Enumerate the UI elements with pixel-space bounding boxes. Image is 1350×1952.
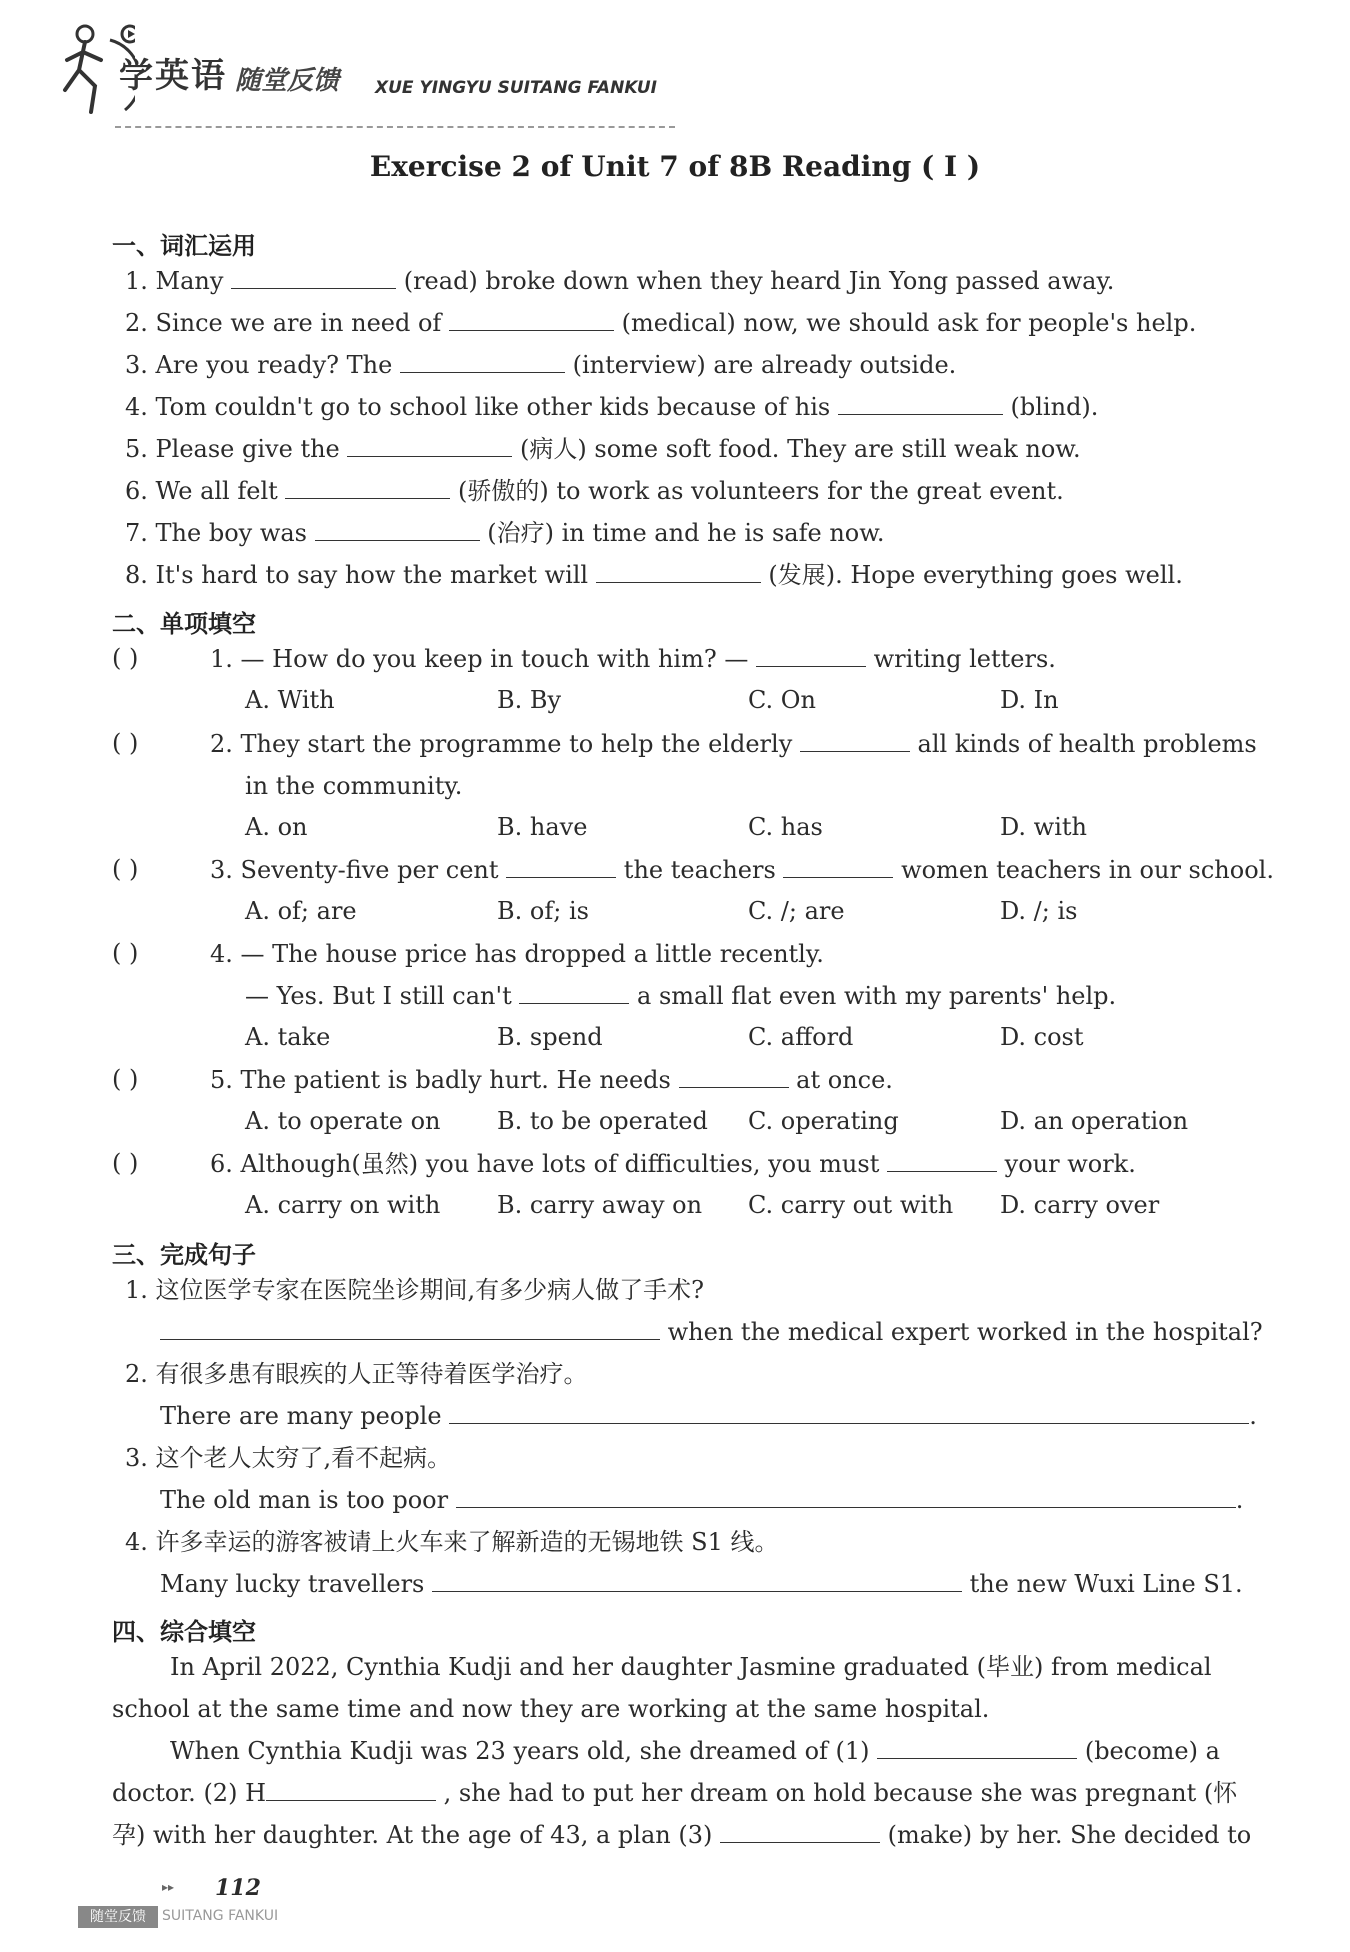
- mc-question: 2. They start the programme to help the elderly all kinds of health problems: [210, 730, 1257, 758]
- answer-paren[interactable]: ( ): [112, 729, 139, 757]
- vocab-item: 6. We all felt (骄傲的) to work as volunteers for the great event.: [125, 477, 1064, 505]
- vocab-item: 7. The boy was (治疗) in time and he is safe now.: [125, 519, 885, 547]
- option-b[interactable]: B. to be operated: [497, 1107, 708, 1135]
- vocab-item: 3. Are you ready? The (interview) are already outside.: [125, 351, 957, 379]
- option-b[interactable]: B. carry away on: [497, 1191, 703, 1219]
- answer-paren[interactable]: ( ): [112, 1065, 139, 1093]
- passage-line: In April 2022, Cynthia Kudji and her daughter Jasmine graduated (毕业) from medical: [170, 1653, 1212, 1681]
- option-a[interactable]: A. carry on with: [245, 1191, 441, 1219]
- option-a[interactable]: A. take: [245, 1023, 331, 1051]
- page-arrows-icon: ▸▸: [162, 1880, 175, 1894]
- translation-prompt: 3. 这个老人太穷了,看不起病。: [125, 1444, 452, 1472]
- vocab-item: 8. It's hard to say how the market will (发展). Hope everything goes well.: [125, 561, 1183, 589]
- translation-answer-line: Many lucky travellers the new Wuxi Line S1.: [160, 1570, 1243, 1598]
- option-c[interactable]: C. On: [748, 686, 816, 714]
- answer-blank[interactable]: [720, 1820, 880, 1843]
- vocab-item: 4. Tom couldn't go to school like other kids because of his (blind).: [125, 393, 1099, 421]
- answer-blank[interactable]: [160, 1317, 660, 1340]
- mc-question: 4. — The house price has dropped a little recently.: [210, 940, 824, 968]
- section-heading-vocabulary: 一、词汇运用: [112, 232, 256, 260]
- answer-blank: [679, 1065, 789, 1088]
- translation-prompt: 2. 有很多患有眼疾的人正等待着医学治疗。: [125, 1360, 588, 1388]
- option-d[interactable]: D. /; is: [1000, 897, 1078, 925]
- option-d[interactable]: D. an operation: [1000, 1107, 1189, 1135]
- translation-answer-line: The old man is too poor .: [160, 1486, 1244, 1514]
- answer-blank[interactable]: [456, 1485, 1236, 1508]
- answer-paren[interactable]: ( ): [112, 644, 139, 672]
- translation-prompt: 1. 这位医学专家在医院坐诊期间,有多少病人做了手术?: [125, 1276, 705, 1304]
- passage-line: 孕) with her daughter. At the age of 43, a plan (3) (make) by her. She decided to: [112, 1821, 1252, 1849]
- mc-question: 6. Although(虽然) you have lots of difficulties, you must your work.: [210, 1150, 1136, 1178]
- answer-blank[interactable]: [231, 266, 396, 289]
- vocab-item: 5. Please give the (病人) some soft food. They are still weak now.: [125, 435, 1081, 463]
- option-b[interactable]: B. of; is: [497, 897, 589, 925]
- passage-line: When Cynthia Kudji was 23 years old, she dreamed of (1) (become) a: [170, 1737, 1220, 1765]
- option-a[interactable]: A. With: [245, 686, 335, 714]
- vocab-item: 2. Since we are in need of (medical) now, we should ask for people's help.: [125, 309, 1197, 337]
- option-d[interactable]: D. carry over: [1000, 1191, 1160, 1219]
- answer-blank[interactable]: [432, 1569, 962, 1592]
- option-b[interactable]: B. By: [497, 686, 562, 714]
- option-b[interactable]: B. have: [497, 813, 588, 841]
- passage-line: school at the same time and now they are working at the same hospital.: [112, 1695, 990, 1723]
- option-d[interactable]: D. In: [1000, 686, 1059, 714]
- answer-blank[interactable]: [285, 476, 450, 499]
- answer-blank[interactable]: [449, 1401, 1249, 1424]
- answer-blank: [756, 644, 866, 667]
- option-c[interactable]: C. carry out with: [748, 1191, 954, 1219]
- option-c[interactable]: C. operating: [748, 1107, 899, 1135]
- answer-blank[interactable]: [877, 1736, 1077, 1759]
- option-a[interactable]: A. to operate on: [245, 1107, 441, 1135]
- mc-question-continued: — Yes. But I still can't a small flat even with my parents' help.: [245, 982, 1117, 1010]
- answer-blank: [519, 981, 629, 1004]
- answer-blank[interactable]: [596, 560, 761, 583]
- option-c[interactable]: C. /; are: [748, 897, 845, 925]
- footer-tag: 随堂反馈: [78, 1906, 158, 1928]
- brand-chinese: 学英语: [119, 56, 227, 96]
- translation-answer-line: when the medical expert worked in the hospital?: [160, 1317, 1263, 1347]
- vocab-item: 1. Many (read) broke down when they heard Jin Yong passed away.: [125, 267, 1115, 295]
- page-title: Exercise 2 of Unit 7 of 8B Reading ( Ⅰ ): [369, 150, 981, 183]
- section-heading-complete-sentences: 三、完成句子: [112, 1241, 256, 1269]
- answer-paren[interactable]: ( ): [112, 855, 139, 883]
- mc-question-continued: in the community.: [245, 772, 463, 800]
- option-c[interactable]: C. afford: [748, 1023, 854, 1051]
- answer-blank[interactable]: [449, 308, 614, 331]
- answer-paren[interactable]: ( ): [112, 1149, 139, 1177]
- answer-blank: [887, 1149, 997, 1172]
- answer-paren[interactable]: ( ): [112, 939, 139, 967]
- brand-pinyin: XUE YINGYU SUITANG FANKUI: [375, 78, 658, 98]
- answer-blank[interactable]: [266, 1778, 436, 1801]
- brand-subtitle-chinese: 随堂反馈: [235, 66, 340, 96]
- answer-blank[interactable]: [838, 392, 1003, 415]
- page-header: [55, 20, 1315, 130]
- option-b[interactable]: B. spend: [497, 1023, 603, 1051]
- footer-tag-english: SUITANG FANKUI: [162, 1908, 279, 1924]
- option-d[interactable]: D. with: [1000, 813, 1087, 841]
- answer-blank[interactable]: [347, 434, 512, 457]
- translation-answer-line: There are many people .: [160, 1402, 1257, 1430]
- translation-prompt: 4. 许多幸运的游客被请上火车来了解新造的无锡地铁 S1 线。: [125, 1528, 779, 1556]
- answer-blank[interactable]: [315, 518, 480, 541]
- option-a[interactable]: A. on: [245, 813, 308, 841]
- mc-question: 1. — How do you keep in touch with him? — writing letters.: [210, 645, 1056, 673]
- header-divider: [115, 126, 675, 128]
- section-heading-cloze: 四、综合填空: [112, 1618, 256, 1646]
- section-heading-multiple-choice: 二、单项填空: [112, 610, 256, 638]
- mc-question: 5. The patient is badly hurt. He needs at once.: [210, 1066, 893, 1094]
- answer-blank[interactable]: [400, 350, 565, 373]
- page-number: 112: [215, 1875, 261, 1901]
- answer-blank: [506, 855, 616, 878]
- answer-blank: [800, 729, 910, 752]
- mc-question: 3. Seventy-five per cent the teachers women teachers in our school.: [210, 856, 1274, 884]
- option-d[interactable]: D. cost: [1000, 1023, 1084, 1051]
- option-c[interactable]: C. has: [748, 813, 823, 841]
- answer-blank: [783, 855, 893, 878]
- passage-line: doctor. (2) H , she had to put her dream on hold because she was pregnant (怀: [112, 1779, 1238, 1807]
- option-a[interactable]: A. of; are: [245, 897, 357, 925]
